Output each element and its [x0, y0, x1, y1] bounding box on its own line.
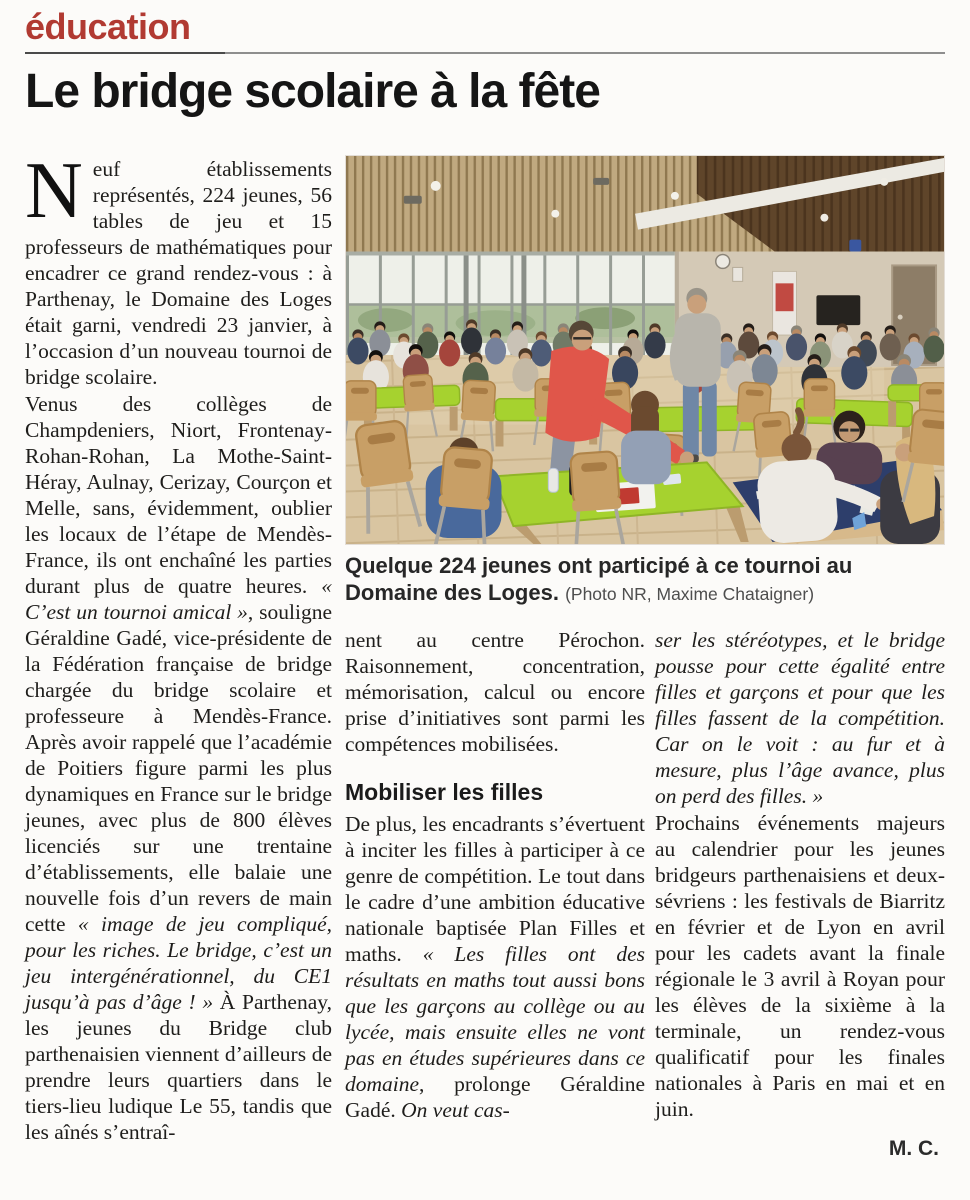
photo-caption	[345, 552, 949, 608]
signature-byline: M. C.	[888, 1137, 939, 1160]
column-left	[25, 147, 332, 1146]
column-right	[655, 627, 945, 1162]
paragraph: ser les stéréotypes, et le bridge pousse pour cette égalité entre filles et garçons et pour que les filles fassent de la compétition. Car on le voit : au fur et à mesure, plus l’âge avance, plus on perd des filles. »	[655, 628, 945, 808]
subhead-mobiliser-les-filles: Mobiliser les filles	[345, 779, 544, 805]
photo-credit: (Photo NR, Maxime Chataigner)	[565, 584, 815, 604]
paragraph: De plus, les encadrants s’évertuent à inciter les filles à participer à ce genre de compétition. Le tout dans le cadre d’une ambition éducative nationale baptisée Plan Filles et maths. « Les filles ont des résultats en maths tout aussi bons que les garçons au collège ou au lycée, mais ensuite elles ne vont pas en études supérieures dans ce domaine, prolonge Géraldine Gadé. On veut cas-	[345, 812, 646, 1122]
article-photo	[345, 155, 945, 545]
paragraph: Neuf établissements représentés, 224 jeunes, 56 tables de jeu et 15 professeurs de mathématiques pour encadrer ce grand rendez-vous : à Parthenay, le Domaine des Loges était garni, vendredi 23 janvier, à l’occasion d’un nouveau tournoi de bridge scolaire.	[25, 147, 332, 389]
section-label: éducation	[25, 6, 191, 47]
column-middle	[345, 627, 645, 1124]
section-rule-dark	[25, 52, 225, 54]
photo-illustration	[346, 156, 944, 544]
article-headline: Le bridge scolaire à la fête	[25, 65, 600, 118]
caption-text: Quelque 224 jeunes ont participé à ce tournoi au Domaine des Loges.	[345, 553, 853, 605]
paragraph: Venus des collèges de Champdeniers, Niort, Frontenay-Rohan-Rohan, La Mothe-Saint-Héray, Aulnay, Cerizay, Courçon et Melle, sans, évidemment, oublier les locaux de l’étape de Mendès-France, ils ont enchaîné les parties durant plus de quatre heures. « C’est un tournoi amical », souligne Géraldine Gadé, vice-présidente de la Fédération française de bridge chargée du bridge scolaire et professeure à Mendès-France. Après avoir rappelé que l’académie de Poitiers figure parmi les plus dynamiques en France sur le bridge jeunes, avec plus de 800 élèves licenciés sur une trentaine d’établissements, elle balaie une nouvelle fois d’un revers de main cette « image de jeu compliqué, pour les riches. Le bridge, c’est un jeu intergénérationnel, du CE1 jusqu’à pas d’âge ! » À Parthenay, les jeunes du Bridge club parthenaisien viennent d’ailleurs de prendre leurs quartiers dans le tiers-lieu ludique Le 55, tandis que les aînés s’entraî-	[25, 392, 332, 1144]
paragraph: Prochains événements majeurs au calendrier pour les jeunes bridgeurs parthenaisiens et deux-sévriens : les festivals de Biarritz en février et de Lyon en avril pour les cadets avant la finale régionale le 3 avril à Royan pour les élèves de la sixième à la terminale, un rendez-vous qualificatif pour les finales nationales à Paris en mai et en juin.	[655, 811, 945, 1121]
paragraph: nent au centre Pérochon. Raisonnement, concentration, mémorisation, calcul ou encore prise d’initiatives sont parmi les compétences mobilisées.	[345, 628, 645, 756]
drop-cap: N	[25, 147, 83, 235]
